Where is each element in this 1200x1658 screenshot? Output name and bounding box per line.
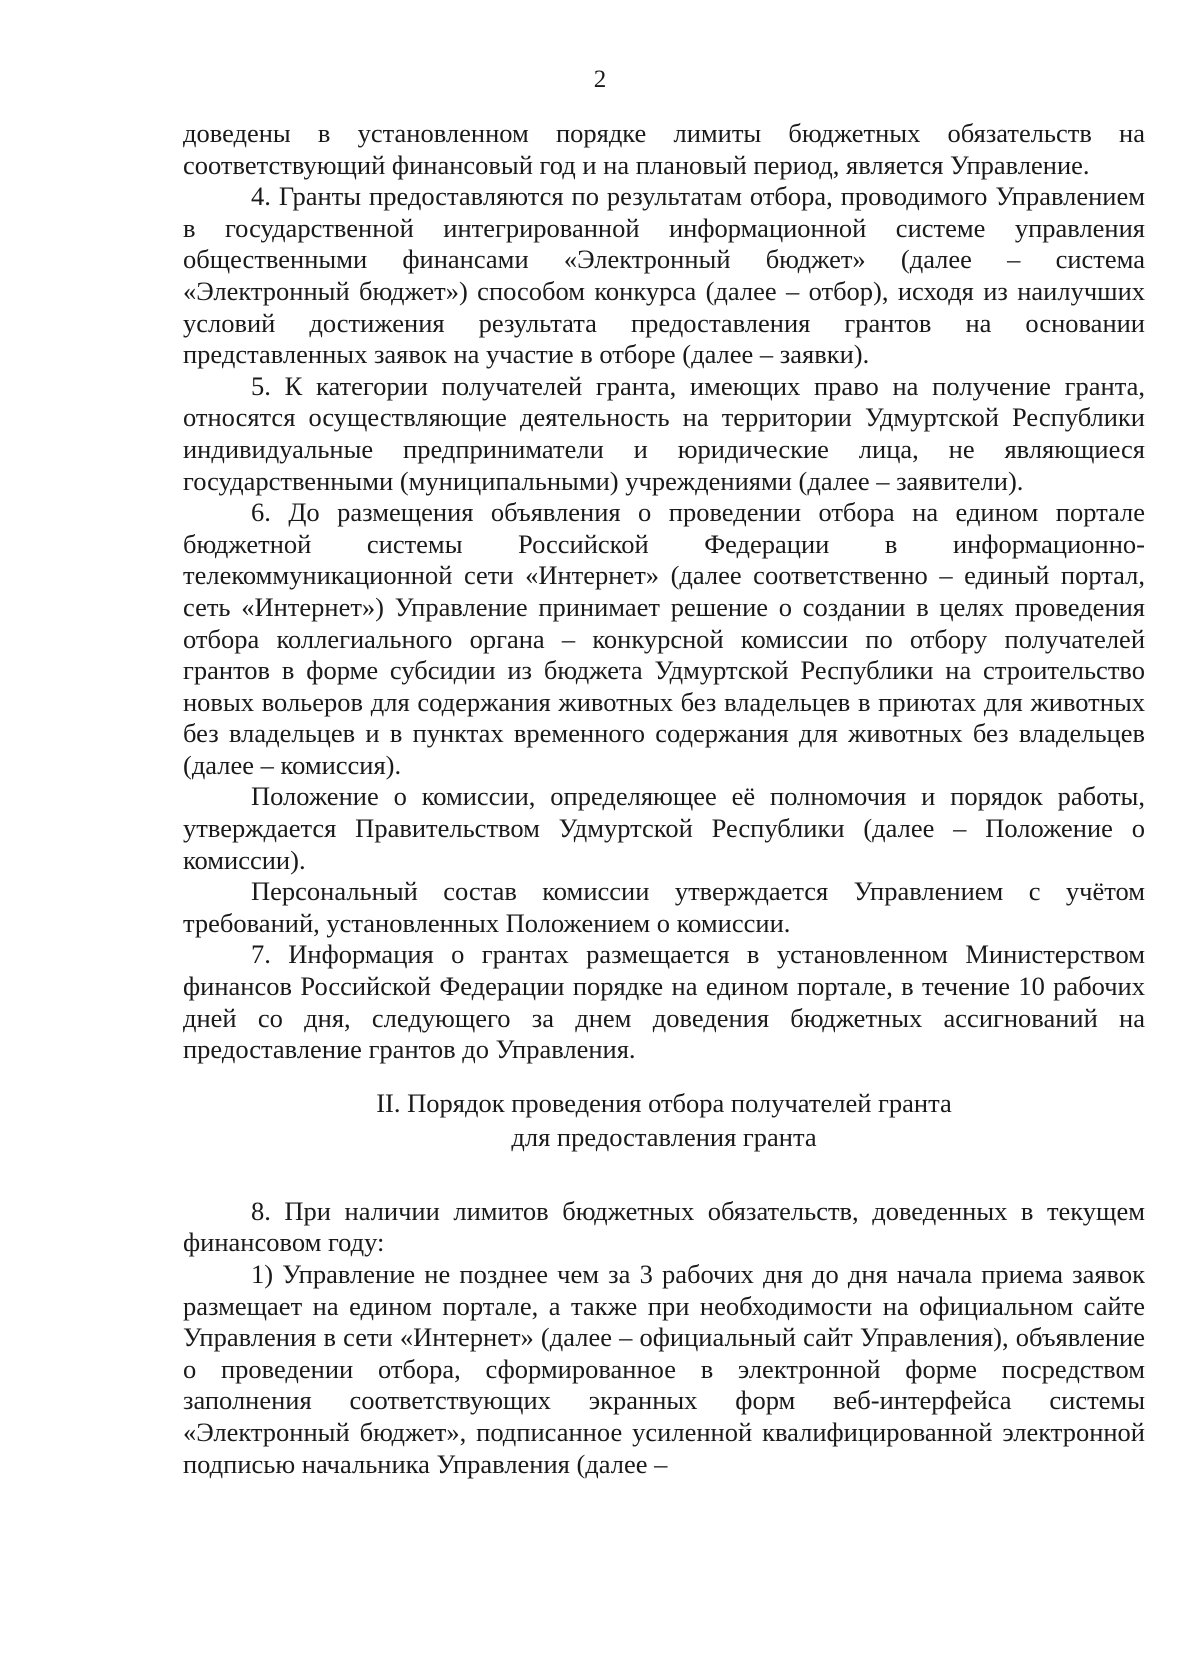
section-heading [183, 1086, 1145, 1154]
paragraph-item-7: 7. Информация о грантах размещается в установленном Министерством финансов Российской Федерации порядке на едином портале, в течение 10 рабочих дней со дня, следующего за днем доведения бюджетных ассигнований на предоставление грантов до Управления. [183, 939, 1145, 1065]
document-body [183, 118, 1145, 1480]
paragraph-commission-composition: Персональный состав комиссии утверждается Управлением с учётом требований, установленных Положением о комиссии. [183, 876, 1145, 938]
paragraph-commission-regulation: Положение о комиссии, определяющее её полномочия и порядок работы, утверждается Правительством Удмуртской Республики (далее – Положение о комиссии). [183, 781, 1145, 875]
paragraph-item-4: 4. Гранты предоставляются по результатам отбора, проводимого Управлением в государственной интегрированной информационной системе управления общественными финансами «Электронный бюджет» (далее – система «Электронный бюджет») способом конкурса (далее – отбор), исходя из наилучших условий достижения результата предоставления грантов на основании представленных заявок на участие в отборе (далее – заявки). [183, 181, 1145, 370]
section-heading-line-1: II. Порядок проведения отбора получателей гранта [376, 1087, 952, 1118]
paragraph-item-6: 6. До размещения объявления о проведении отбора на едином портале бюджетной системы Российской Федерации в информационно-телекоммуникационной сети «Интернет» (далее соответственно – единый портал, сеть «Интернет») Управление принимает решение о создании в целях проведения отбора коллегиального органа – конкурсной комиссии по отбору получателей грантов в форме субсидии из бюджета Удмуртской Республики на строительство новых вольеров для содержания животных без владельцев в приютах для животных без владельцев и в пунктах временного содержания для животных без владельцев (далее – комиссия). [183, 497, 1145, 780]
paragraph-continuation: доведены в установленном порядке лимиты бюджетных обязательств на соответствующий финансовый год и на плановый период, является Управление. [183, 118, 1145, 180]
section-heading-line-2: для предоставления гранта [511, 1121, 817, 1152]
paragraph-subitem-1: 1) Управление не позднее чем за 3 рабочих дня до дня начала приема заявок размещает на едином портале, а также при необходимости на официальном сайте Управления в сети «Интернет» (далее – официальный сайт Управления), объявление о проведении отбора, сформированное в электронной форме посредством заполнения соответствующих экранных форм веб-интерфейса системы «Электронный бюджет», подписанное усиленной квалифицированной электронной подписью начальника Управления (далее – [183, 1259, 1145, 1479]
paragraph-item-8: 8. При наличии лимитов бюджетных обязательств, доведенных в текущем финансовом году: [183, 1195, 1145, 1258]
page-number: 2 [593, 66, 607, 93]
paragraph-item-5: 5. К категории получателей гранта, имеющих право на получение гранта, относятся осуществляющие деятельность на территории Удмуртской Республики индивидуальные предприниматели и юридические лица, не являющиеся государственными (муниципальными) учреждениями (далее – заявители). [183, 370, 1145, 496]
